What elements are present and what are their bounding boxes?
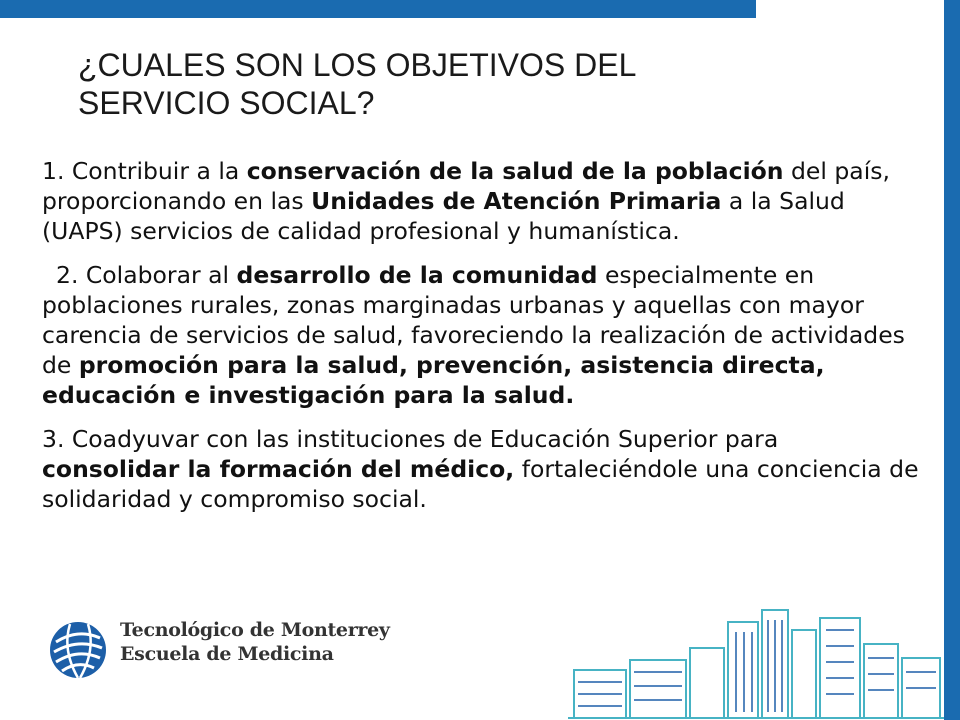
objective-1 (42, 156, 922, 246)
institution-brand (120, 618, 390, 666)
objective-1-bold-d: Unidades de Atención Primaria (311, 187, 722, 215)
objective-2 (42, 260, 922, 410)
tec-globe-logo-icon (48, 608, 108, 692)
objective-1-text-a: 1. Contribuir a la (42, 157, 247, 185)
slide-title (78, 46, 858, 122)
hospital-buildings-illustration (568, 600, 944, 720)
title-line-1: ¿CUALES SON LOS OBJETIVOS DEL (78, 47, 637, 83)
objective-3-bold-b: consolidar la formación del médico, (42, 455, 515, 483)
objective-2-bold-b: desarrollo de la comunidad (236, 261, 598, 289)
objective-1-text-e: a la Salud (UAPS) servicios de calidad profesional y humanística. (42, 187, 845, 245)
objective-3-text-a: 3. Coadyuvar con las instituciones de Educación Superior para (42, 425, 779, 453)
objective-2-bold-d: promoción para la salud, prevención, asistencia directa, educación e investigación para la salud. (42, 351, 825, 409)
objective-3 (42, 424, 922, 514)
objective-1-bold-b: conservación de la salud de la población (246, 157, 784, 185)
brand-line-2: Escuela de Medicina (120, 643, 334, 665)
title-line-2: SERVICIO SOCIAL? (78, 85, 375, 121)
objective-2-text-c: especialmente en poblaciones rurales, zonas marginadas urbanas y aquellas con mayor carencia de servicios de salud, favoreciendo la realización de actividades de (42, 261, 905, 379)
objective-3-text-c: fortaleciéndole una conciencia de solidaridad y compromiso social. (42, 455, 919, 513)
objective-2-text-a: 2. Colaborar al (56, 261, 237, 289)
right-accent-bar (944, 0, 960, 720)
slide-body (42, 156, 922, 528)
brand-line-1: Tecnológico de Monterrey (120, 619, 390, 641)
top-accent-bar (0, 0, 756, 18)
objective-1-text-c: del país, proporcionando en las (42, 157, 890, 215)
